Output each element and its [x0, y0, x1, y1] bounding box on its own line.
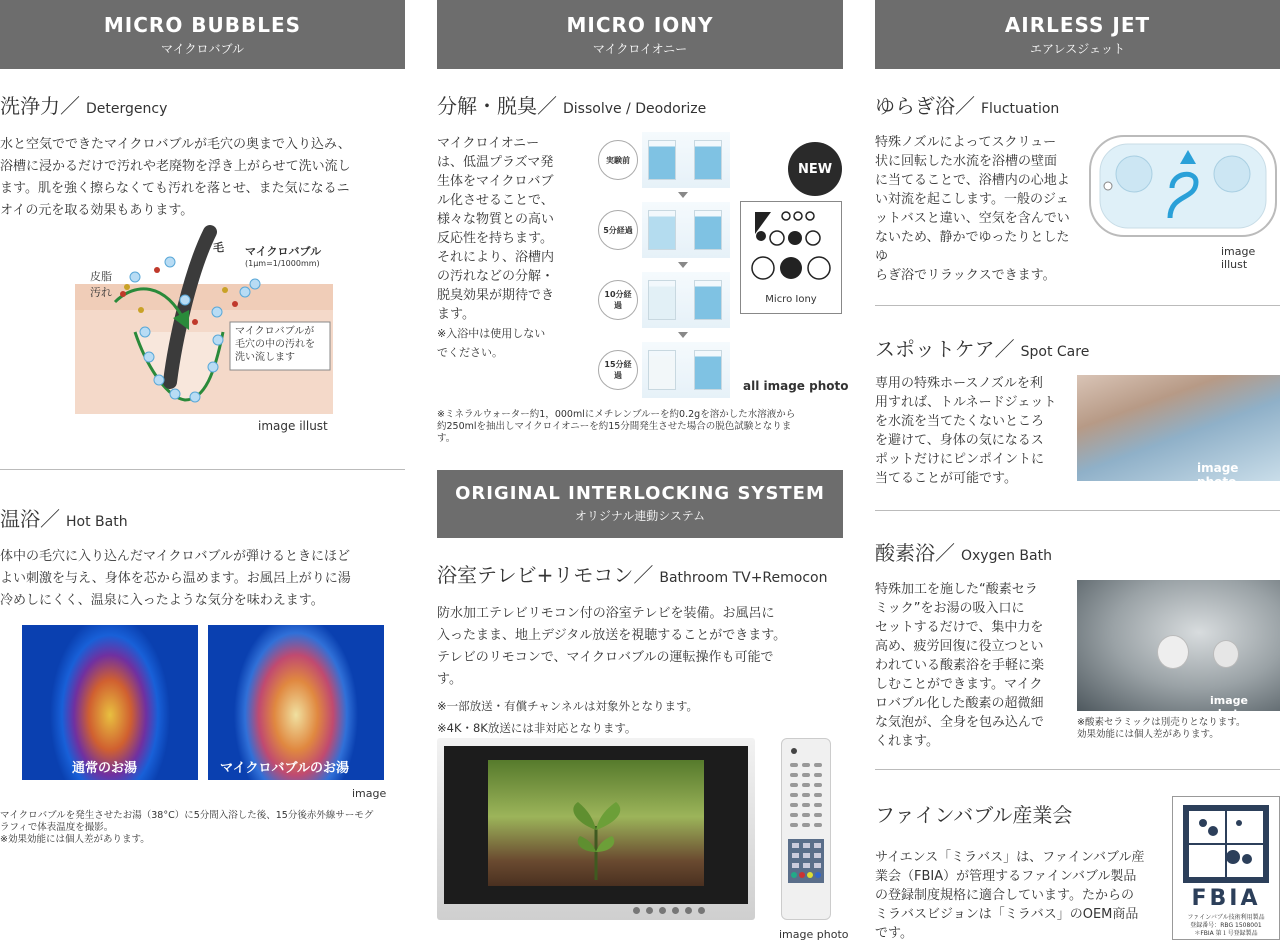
micro-bubbles-banner — [0, 0, 405, 69]
beaker-photo — [642, 202, 730, 258]
thermo-image-normal — [22, 625, 198, 780]
tv-remote — [781, 738, 831, 920]
spotcare-title: スポットケア／ — [875, 337, 1015, 361]
detergency-text: 水と空気でできたマイクロバブルが毛穴の奥まで入り込み、 浴槽に浸かるだけで汚れや老廃物を浮き上がらせて洗い流し ます。肌を強く擦らなくても汚れを落とせ、また気になるニ オイの元を取る効果もあります。 — [0, 137, 351, 218]
bathtub-illustration — [1088, 134, 1278, 238]
fluctuation-subtitle: Fluctuation — [981, 101, 1060, 117]
fbia-logo-text: FBIA — [1191, 886, 1261, 911]
banner-title-en: MICRO BUBBLES — [103, 13, 302, 37]
divider — [0, 469, 405, 470]
step-circle: 10分経過 — [598, 280, 638, 320]
spotcare-photo — [1077, 375, 1280, 489]
divider — [875, 305, 1280, 306]
oxygen-photo — [1077, 580, 1280, 720]
thermo-label-normal: 通常のお湯 — [72, 761, 138, 776]
spotcare-subtitle: Spot Care — [1020, 344, 1090, 360]
dissolve-title: 分解・脱臭／ — [437, 94, 557, 118]
tv-notes: ※一部放送・有償チャンネルは対象外となります。 ※4K・8K放送には非対応となります。 — [437, 699, 699, 735]
dissolve-subtitle: Dissolve / Deodorize — [563, 101, 707, 117]
new-badge: NEW — [788, 142, 842, 196]
experiment-steps — [596, 132, 736, 402]
tv-caption: image photo — [779, 928, 849, 941]
fbia-logo — [1172, 796, 1280, 940]
spotcare-text: 専用の特殊ホースノズルを利 用すれば、トルネードジェット を水流を当てたくないところ を避けて、身体の気になるス ポットだけにピンポイントに 当てることが可能です。 — [875, 376, 1057, 486]
tv-screen-bezel — [444, 746, 748, 904]
banner-title-ja: オリジナル連動システム — [574, 509, 706, 523]
airless-jet-banner — [875, 0, 1280, 69]
detergency-title: 洗浄力／ — [0, 94, 80, 118]
oxygen-text: 特殊加工を施した“酸素セラ ミック”をお湯の吸入口に セットするだけで、集中力を 高め、疲労回復に役立つとい われている酸素浴を手軽に楽 しむことができます。マイク ロバブル化した酸素の超微細 な気泡が、全身を包み込んで くれます。 — [875, 582, 1045, 749]
fbia-logo-small: ファインバブル技術利用製品 登録番号：RBG 1508001 ＊FBIA 第１号登録製品 — [1187, 914, 1265, 937]
step-row — [596, 342, 732, 398]
tv-subtitle: Bathroom TV+Remocon — [659, 570, 828, 586]
step-row — [596, 132, 732, 188]
step-arrow — [678, 332, 688, 338]
thermo-image-microbubble — [208, 625, 384, 780]
oxygen-caption: image photo — [1210, 694, 1248, 720]
tv-heading — [437, 559, 827, 588]
banner-title-en: MICRO IONY — [566, 13, 714, 37]
thermo-label-microbubble: マイクロバブルのお湯 — [220, 761, 349, 776]
banner-title-ja: マイクロイオニー — [592, 42, 688, 56]
hotbath-subtitle: Hot Bath — [66, 514, 128, 530]
bathroom-tv — [437, 738, 755, 920]
oxygen-title: 酸素浴／ — [875, 541, 955, 565]
banner-title-ja: マイクロバブル — [160, 42, 245, 56]
step-row — [596, 202, 732, 258]
tv-title: 浴室テレビ+リモコン／ — [437, 563, 654, 587]
banner-title-ja: エアレスジェット — [1030, 42, 1125, 56]
tv-screen-image — [488, 760, 704, 886]
detergency-subtitle: Detergency — [86, 101, 168, 117]
divider — [875, 510, 1280, 511]
interlocking-banner — [437, 470, 843, 538]
oxygen-subtitle: Oxygen Bath — [961, 548, 1052, 564]
step-circle: 15分経過 — [598, 350, 638, 390]
dissolve-notes: ※ミネラルウォーター約1，000mlにメチレンブルーを約0.2gを溶かした水溶液から 約250mlを抽出しマイクロイオニーを約15分間発生させた場合の脱色試験となりま す。 — [437, 409, 796, 444]
tv-text: 防水加工テレビリモコン付の浴室テレビを装備。お風呂に 入ったまま、地上デジタル放送を視聴することができます。 テレビのリモコンで、マイクロバブルの運転操作も可能で す。 — [437, 606, 787, 687]
fluctuation-title: ゆらぎ浴／ — [875, 94, 975, 118]
step-arrow — [678, 192, 688, 198]
fluctuation-caption: image illust — [1221, 245, 1256, 271]
step-row — [596, 272, 732, 328]
beaker-photo — [642, 272, 730, 328]
spotcare-caption: image photo — [1197, 461, 1239, 489]
dissolve-caption: all image photo — [743, 379, 849, 393]
beaker-photo — [642, 132, 730, 188]
skin-pore-illustration — [75, 232, 333, 414]
micro-iony-banner — [437, 0, 843, 69]
tv-control-buttons — [633, 907, 717, 915]
divider — [875, 769, 1280, 770]
spotcare-heading — [875, 333, 1089, 362]
hotbath-heading — [0, 503, 128, 532]
banner-title-en: AIRLESS JET — [1004, 13, 1151, 37]
fbia-title: ファインバブル産業会 — [875, 803, 1073, 827]
hair-label: 毛 — [213, 241, 224, 254]
micro-iony-logo — [740, 201, 842, 314]
fluctuation-text: 特殊ノズルによってスクリュー 状に回転した水流を浴槽の壁面 に当てることで、浴槽内の心地よ い対流を起こします。一般のジェ ットバスと違い、空気を含んでい ないため、静かでゆったりとしたゆ らぎ浴でリラックスできます。 — [875, 135, 1070, 283]
step-arrow — [678, 262, 688, 268]
detergency-caption: image illust — [258, 419, 328, 433]
hotbath-title: 温浴／ — [0, 507, 60, 531]
fluctuation-heading — [875, 90, 1059, 119]
hotbath-text: 体中の毛穴に入り込んだマイクロバブルが弾けるときにほど よい刺激を与え、身体を芯から温めます。お風呂上がりに湯 冷めしにくく、温泉に入ったような気分を味わえます。 — [0, 549, 351, 608]
detergency-heading — [0, 90, 167, 119]
bubble-label: マイクロバブル — [245, 245, 322, 258]
logo-caption: Micro Iony — [765, 294, 817, 305]
banner-title-en: ORIGINAL INTERLOCKING SYSTEM — [455, 483, 825, 504]
step-circle: 5分経過 — [598, 210, 638, 250]
dirt-label: 汚れ — [90, 286, 112, 299]
oxygen-notes: ※酸素セラミックは別売りとなります。 効果効能には個人差があります。 — [1077, 717, 1246, 740]
dissolve-text: マイクロイオニー は、低温プラズマ発 生体をマイクロバブ ル化させることで、 様々な物質との高い 反応性を持ちます。 それにより、浴槽内 の汚れなどの分解・ 脱臭効果が期待でき ます。 ※入浴中は使用しない でください。 — [437, 136, 555, 359]
hotbath-caption: image — [352, 787, 387, 800]
oxygen-heading — [875, 537, 1052, 566]
step-circle: 実験前 — [598, 140, 638, 180]
bubble-callout: マイクロバブルが 毛穴の中の汚れを 洗い流します — [235, 326, 315, 363]
hotbath-notes: マイクロバブルを発生させたお湯（38°C）に5分間入浴した後、15分後赤外線サーモグ ラフィで体表温度を撮影。 ※効果効能には個人差があります。 — [0, 810, 374, 845]
dissolve-heading — [437, 90, 706, 119]
beaker-photo — [642, 342, 730, 398]
bubble-unit-label: (1μm=1/1000mm) — [245, 259, 320, 268]
fbia-text: サイエンス「ミラバス」は、ファインバブル産 業会（FBIA）が管理するファインバブル製品 の登録制度規格に適合しています。たからの ミラバスビジョンは「ミラバス」のOEM商品 です。 — [875, 850, 1145, 941]
sebum-label: 皮脂 — [90, 270, 112, 283]
